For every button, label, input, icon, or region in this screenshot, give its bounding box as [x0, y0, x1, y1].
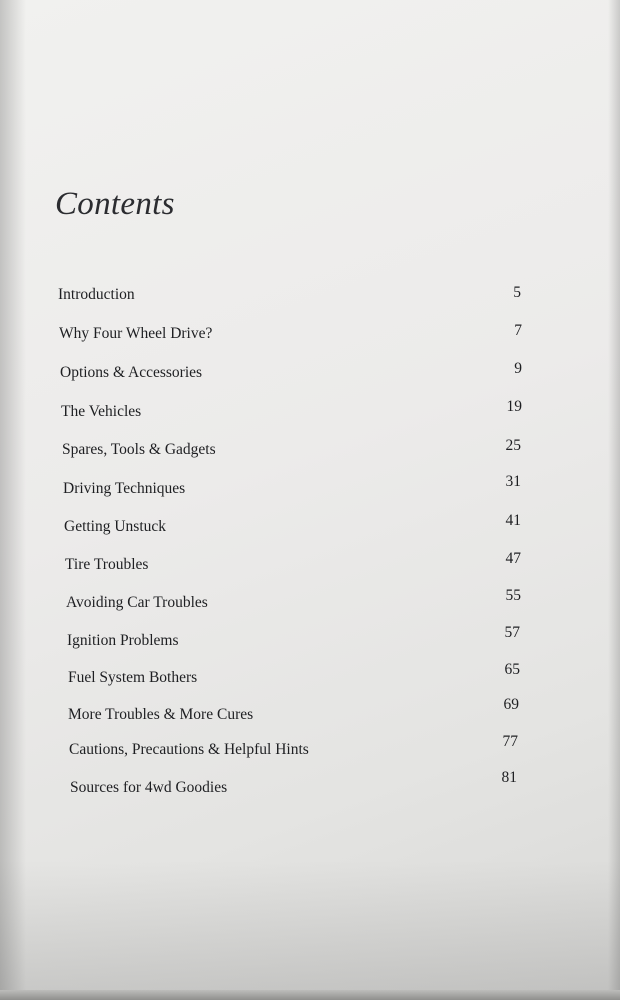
toc-entry-page: 57	[504, 624, 520, 641]
toc-entry-title: Spares, Tools & Gadgets	[62, 441, 216, 458]
toc-entry-title: Fuel System Bothers	[68, 669, 198, 686]
toc-entry-page: 7	[514, 322, 522, 339]
toc-entry-title: Avoiding Car Troubles	[66, 594, 208, 611]
toc-entry-page: 77	[502, 733, 518, 750]
toc-entry-page: 55	[505, 587, 521, 604]
toc-entry-page: 5	[513, 284, 521, 301]
toc-entry-title: Driving Techniques	[63, 480, 186, 497]
toc-entry-title: Options & Accessories	[60, 364, 203, 381]
toc-entry-page: 47	[505, 550, 521, 567]
toc-entry-page: 65	[504, 661, 520, 678]
toc-entry-title: Introduction	[58, 286, 135, 303]
toc-entry-title: Why Four Wheel Drive?	[59, 325, 213, 342]
toc-entry-page: 41	[505, 512, 521, 529]
toc-entry-page: 25	[505, 437, 521, 454]
toc-entry-page: 9	[514, 360, 522, 377]
toc-entry-page: 81	[501, 769, 517, 786]
toc-entry-page: 19	[506, 398, 522, 415]
toc-entry-title: Tire Troubles	[65, 556, 149, 573]
toc-entry-title: Ignition Problems	[67, 632, 179, 649]
toc-entry-title: Sources for 4wd Goodies	[70, 779, 228, 796]
toc-entry-title: More Troubles & More Cures	[68, 706, 254, 723]
toc-entry-title: The Vehicles	[61, 403, 142, 420]
toc-entry-page: 69	[503, 696, 519, 713]
page-title: Contents	[55, 186, 175, 222]
toc-entry-page: 31	[505, 473, 521, 490]
toc-entry-title: Cautions, Precautions & Helpful Hints	[69, 741, 309, 758]
toc-entry-title: Getting Unstuck	[64, 518, 167, 535]
